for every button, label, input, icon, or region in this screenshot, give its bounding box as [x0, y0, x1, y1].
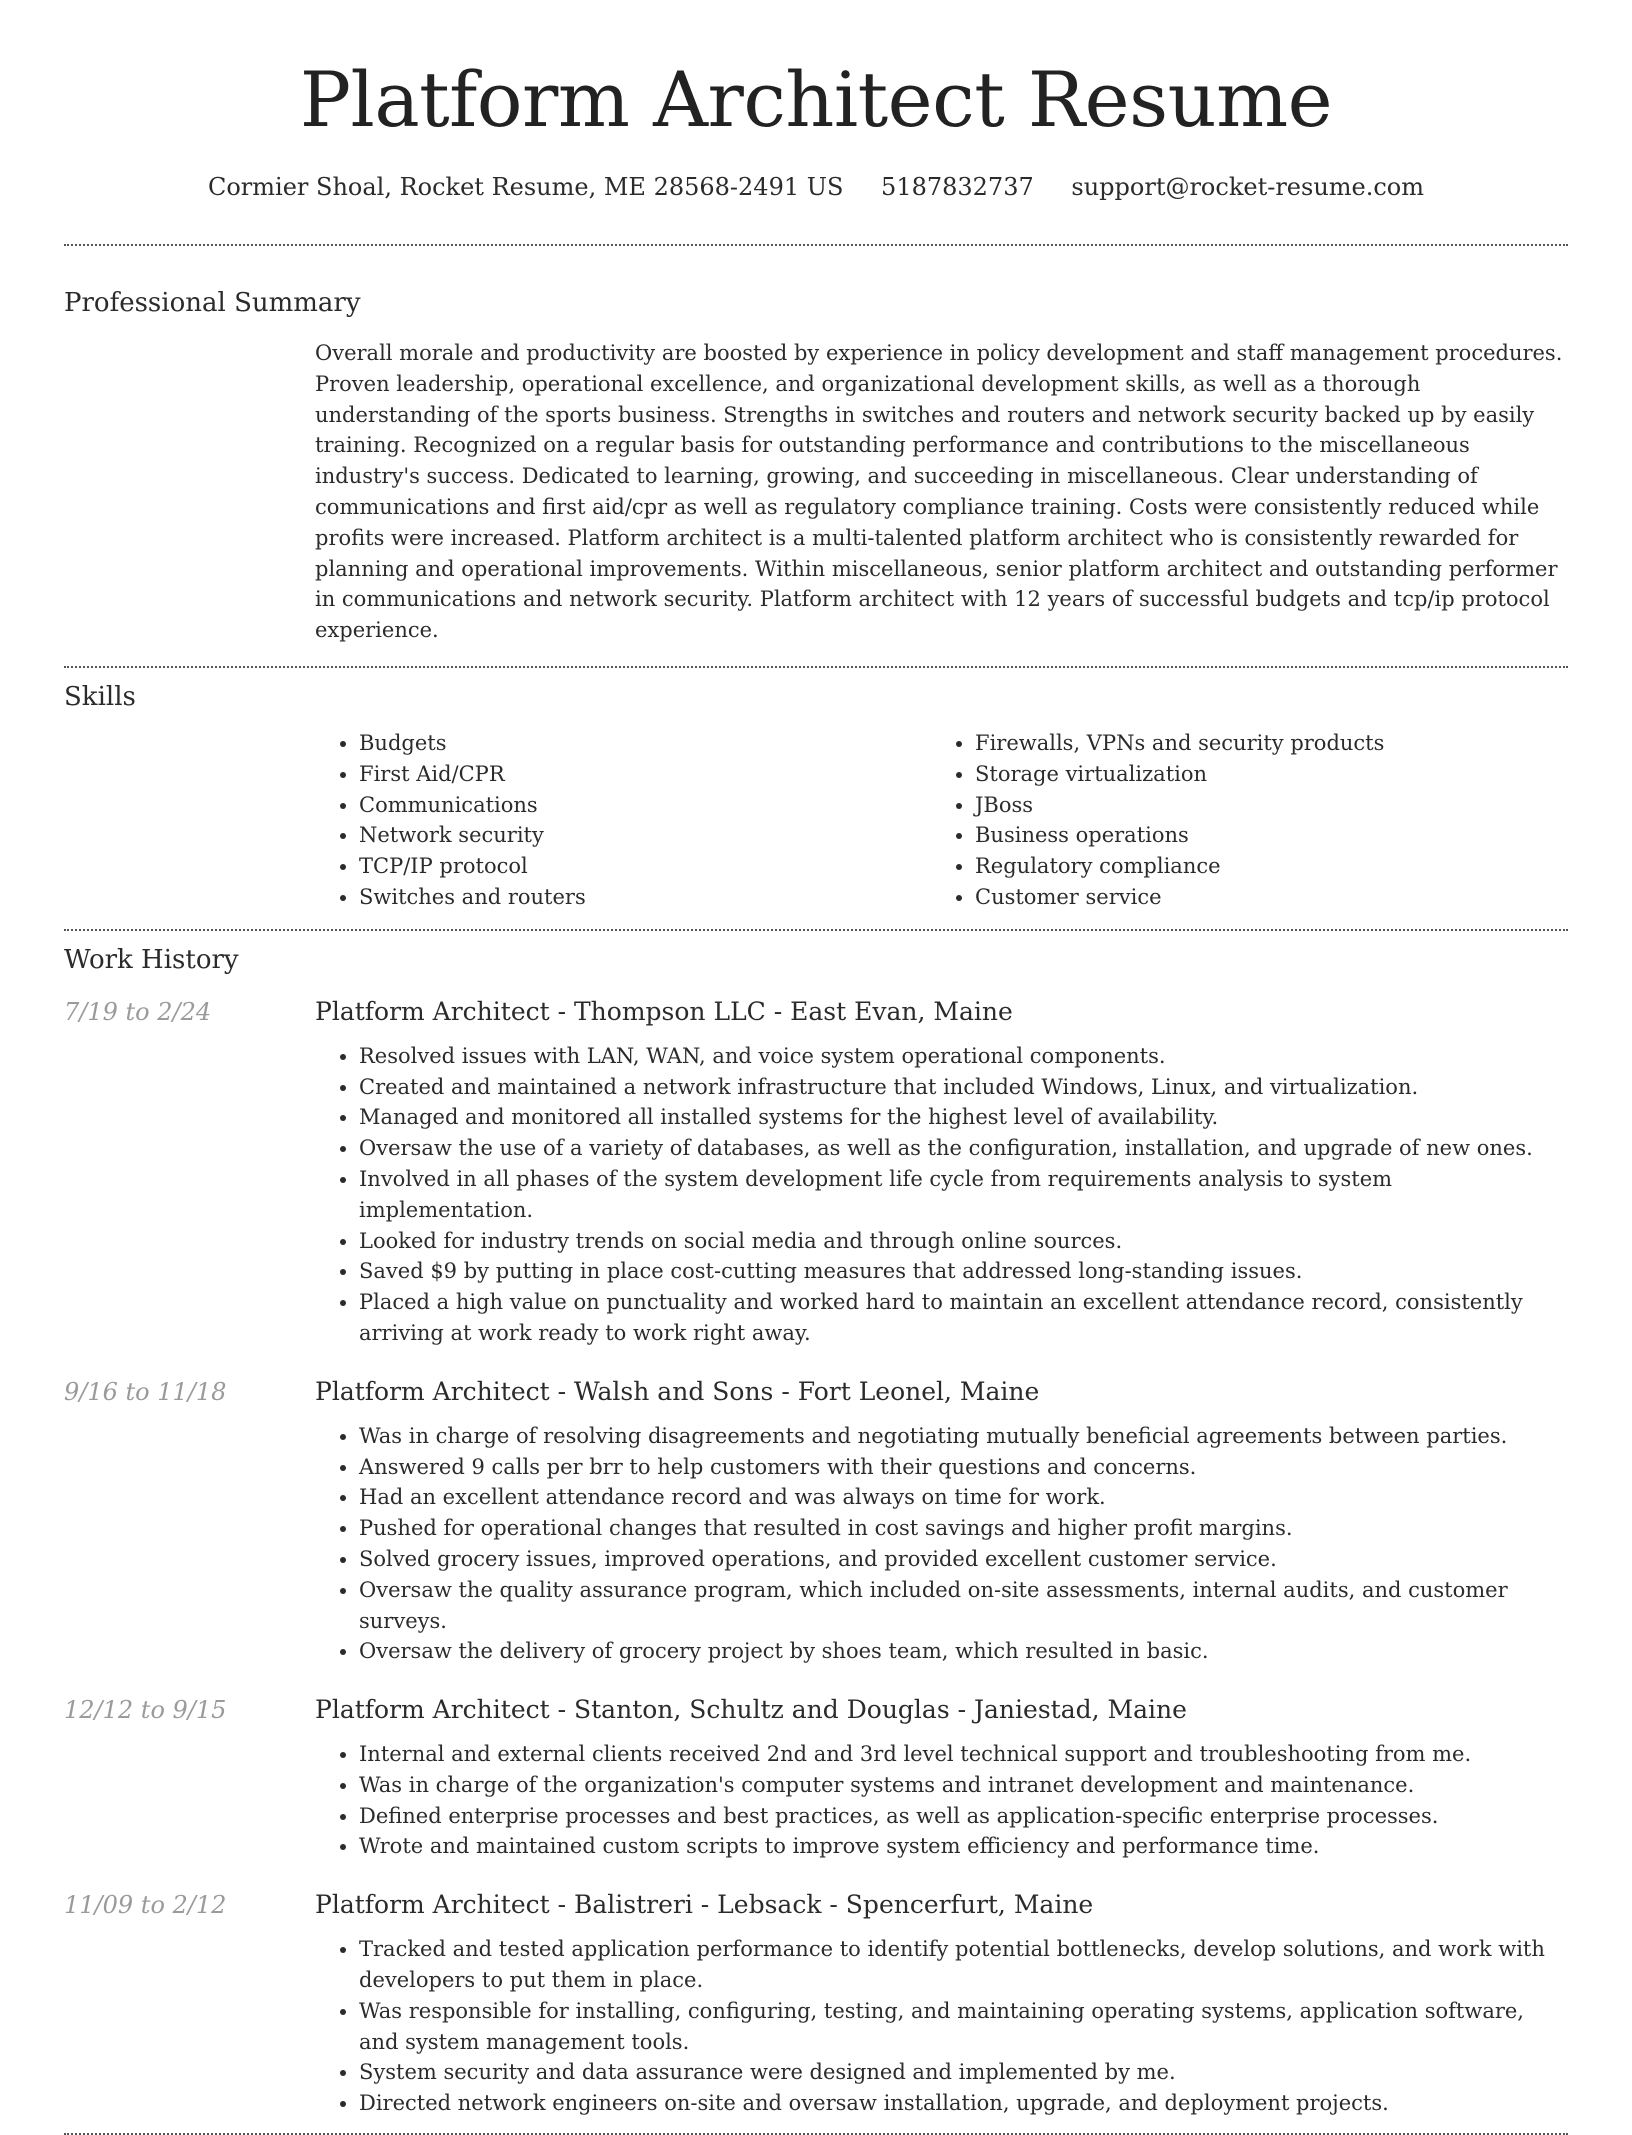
list-item: • Switches and routers	[359, 882, 931, 913]
job-dates: 11/09 to 2/12	[64, 1891, 227, 1920]
skills-list-left	[315, 728, 931, 913]
list-item: • Defined enterprise processes and best practices, as well as application-specific enterprise processes.	[359, 1801, 1568, 1832]
job-entry	[64, 1375, 1568, 1667]
job-dates: 12/12 to 9/15	[64, 1696, 227, 1725]
list-item: • Customer service	[975, 882, 1547, 913]
list-item: • Was responsible for installing, configuring, testing, and maintaining operating systems, application software, and system management tools.	[359, 1996, 1568, 2058]
list-item: • TCP/IP protocol	[359, 851, 931, 882]
job-details	[315, 1693, 1568, 1862]
job-bullet-list	[315, 1421, 1568, 1667]
job-bullet-list	[315, 1739, 1568, 1862]
list-item: • Budgets	[359, 728, 931, 759]
list-item: • Saved $9 by putting in place cost-cutting measures that addressed long-standing issues.	[359, 1256, 1568, 1287]
summary-text: Overall morale and productivity are boosted by experience in policy development and staff management procedures. Proven leadership, operational excellence, and organizational development skills, as well as a thorough understanding of the sports business. Strengths in switches and routers and network security backed up by easily training. Recognized on a regular basis for outstanding performance and contributions to the miscellaneous industry's success. Dedicated to learning, growing, and succeeding in miscellaneous. Clear understanding of communications and first aid/cpr as well as regulatory compliance training. Costs were consistently reduced while profits were increased. Platform architect is a multi-talented platform architect who is consistently rewarded for planning and operational improvements. Within miscellaneous, senior platform architect and outstanding performer in communications and network security. Platform architect with 12 years of successful budgets and tcp/ip protocol experience.	[315, 341, 1563, 643]
work-history-section	[64, 943, 1568, 2119]
job-details	[315, 995, 1568, 1349]
list-item: • System security and data assurance were designed and implemented by me.	[359, 2057, 1568, 2088]
section-divider	[64, 666, 1568, 668]
summary-heading: Professional Summary	[64, 288, 361, 318]
list-item: • Oversaw the use of a variety of databases, as well as the configuration, installation, and upgrade of new ones.	[359, 1133, 1568, 1164]
contact-phone: 5187832737	[881, 173, 1034, 201]
list-item: • Solved grocery issues, improved operations, and provided excellent customer service.	[359, 1544, 1568, 1575]
list-item: • Regulatory compliance	[975, 851, 1547, 882]
list-item: • Business operations	[975, 820, 1547, 851]
list-item: • Answered 9 calls per brr to help customers with their questions and concerns.	[359, 1452, 1568, 1483]
job-dates: 7/19 to 2/24	[64, 997, 212, 1026]
list-item: • JBoss	[975, 790, 1547, 821]
list-item: • Tracked and tested application performance to identify potential bottlenecks, develop solutions, and work with developers to put them in place.	[359, 1934, 1568, 1996]
list-item: • First Aid/CPR	[359, 759, 931, 790]
list-item: • Oversaw the quality assurance program, which included on-site assessments, internal audits, and customer surveys.	[359, 1575, 1568, 1637]
list-item: • Storage virtualization	[975, 759, 1547, 790]
job-entry	[64, 995, 1568, 1349]
list-item: • Internal and external clients received 2nd and 3rd level technical support and troubleshooting from me.	[359, 1739, 1568, 1770]
list-item: • Oversaw the delivery of grocery project by shoes team, which resulted in basic.	[359, 1636, 1568, 1667]
job-bullet-list	[315, 1934, 1568, 2119]
job-list	[64, 995, 1568, 2119]
contact-address: Cormier Shoal, Rocket Resume, ME 28568-2491 US	[207, 173, 844, 201]
list-item: • Created and maintained a network infrastructure that included Windows, Linux, and virtualization.	[359, 1072, 1568, 1103]
list-item: • Placed a high value on punctuality and worked hard to maintain an excellent attendance record, consistently arriving at work ready to work right away.	[359, 1287, 1568, 1349]
job-details	[315, 1375, 1568, 1667]
list-item: • Managed and monitored all installed systems for the highest level of availability.	[359, 1102, 1568, 1133]
list-item: • Involved in all phases of the system development life cycle from requirements analysis to system implementation.	[359, 1164, 1568, 1226]
job-title: Platform Architect - Stanton, Schultz and Douglas - Janiestad, Maine	[315, 1695, 1187, 1725]
work-history-heading: Work History	[64, 944, 239, 975]
job-title: Platform Architect - Balistreri - Lebsack - Spencerfurt, Maine	[315, 1890, 1094, 1920]
contact-line	[64, 170, 1568, 204]
summary-section	[64, 286, 1568, 666]
skills-section	[64, 680, 1568, 929]
list-item: • Firewalls, VPNs and security products	[975, 728, 1547, 759]
list-item: • Resolved issues with LAN, WAN, and voice system operational components.	[359, 1041, 1568, 1072]
list-item: • Directed network engineers on-site and oversaw installation, upgrade, and deployment projects.	[359, 2088, 1568, 2119]
job-details	[315, 1888, 1568, 2119]
job-entry	[64, 1888, 1568, 2119]
section-divider	[64, 244, 1568, 246]
list-item: • Pushed for operational changes that resulted in cost savings and higher profit margins.	[359, 1513, 1568, 1544]
list-item: • Wrote and maintained custom scripts to improve system efficiency and performance time.	[359, 1831, 1568, 1862]
list-item: • Was in charge of resolving disagreements and negotiating mutually beneficial agreements between parties.	[359, 1421, 1568, 1452]
skills-list-right	[931, 728, 1547, 913]
section-divider	[64, 929, 1568, 931]
list-item: • Network security	[359, 820, 931, 851]
skills-heading: Skills	[64, 681, 136, 712]
list-item: • Was in charge of the organization's computer systems and intranet development and maintenance.	[359, 1770, 1568, 1801]
resume-title: Platform Architect Resume	[299, 55, 1333, 144]
job-title: Platform Architect - Thompson LLC - East Evan, Maine	[315, 996, 1013, 1026]
job-dates: 9/16 to 11/18	[64, 1377, 227, 1406]
job-bullet-list	[315, 1041, 1568, 1349]
job-title: Platform Architect - Walsh and Sons - Fort Leonel, Maine	[315, 1376, 1040, 1406]
list-item: • Communications	[359, 790, 931, 821]
list-item: • Looked for industry trends on social media and through online sources.	[359, 1226, 1568, 1257]
job-entry	[64, 1693, 1568, 1862]
contact-email[interactable]: support@rocket-resume.com	[1071, 173, 1425, 201]
skills-grid	[315, 728, 1568, 929]
list-item: • Had an excellent attendance record and was always on time for work.	[359, 1482, 1568, 1513]
